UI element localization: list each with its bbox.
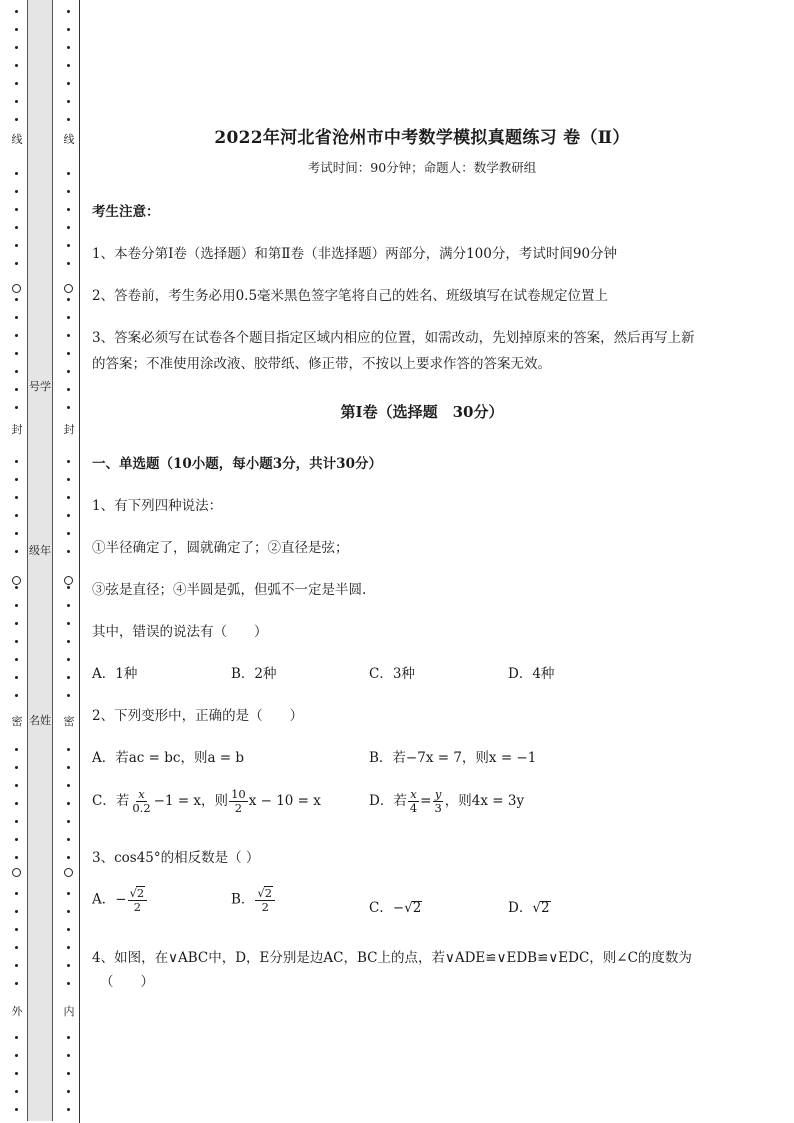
cut-dot: [67, 982, 70, 985]
cut-dot: [67, 1090, 70, 1093]
cut-dot: [67, 928, 70, 931]
option-c-prefix: C．若: [92, 793, 130, 809]
question-1-statement: ①半径确定了，圆就确定了；②直径是弦；: [92, 540, 349, 556]
cut-dot: [67, 1054, 70, 1057]
info-label-grade: 级年: [29, 544, 51, 557]
cut-dot: [67, 244, 70, 247]
cut-dot: [67, 82, 70, 85]
cut-dot: [67, 892, 70, 895]
question-3-option-b: [231, 886, 276, 914]
cut-dot: [15, 352, 18, 355]
notice-heading: 考生注意：: [92, 204, 160, 220]
punch-hole-circle: [64, 284, 73, 293]
cut-dot: [15, 208, 18, 211]
cut-dot: [15, 550, 18, 553]
cut-dot: [15, 640, 18, 643]
cut-dot: [15, 892, 18, 895]
equals-sign: =: [420, 793, 432, 809]
cut-dot: [67, 910, 70, 913]
cut-dot: [15, 802, 18, 805]
cut-dot: [15, 532, 18, 535]
cut-dot: [67, 748, 70, 751]
radicand: 2: [264, 886, 273, 900]
punch-hole-circle: [12, 576, 21, 585]
minus-sign: −: [392, 900, 405, 916]
root-sign: √: [532, 900, 541, 916]
cut-dot: [67, 460, 70, 463]
cut-dot: [15, 604, 18, 607]
cut-dot: [67, 802, 70, 805]
cut-dot: [67, 946, 70, 949]
option-label: B．: [231, 891, 255, 908]
question-2-option-c: [92, 788, 321, 815]
question-1-option-a: A．1种: [92, 666, 138, 682]
cut-dot: [67, 316, 70, 319]
cut-dot: [67, 1036, 70, 1039]
cut-dot: [15, 46, 18, 49]
cut-dot: [15, 244, 18, 247]
cut-dot: [67, 352, 70, 355]
option-d-prefix: D．若: [369, 793, 407, 809]
cut-dot: [15, 1036, 18, 1039]
cut-dot: [15, 298, 18, 301]
cut-dot: [67, 856, 70, 859]
cut-dot: [67, 208, 70, 211]
cut-dot: [15, 262, 18, 265]
cut-dot: [15, 694, 18, 697]
fraction-numerator: [128, 886, 148, 901]
cut-dot: [67, 64, 70, 67]
question-4-stem: 4、如图，在∨ABC中，D，E分别是边AC，BC上的点，若∨ADE≌∨EDB≌∨EDC，则∠C的度数为: [92, 950, 692, 966]
inner-cut-char: 内: [63, 1005, 75, 1018]
punch-hole-circle: [12, 868, 21, 877]
exam-subtitle: 考试时间：90分钟；命题人：数学教研组: [307, 160, 537, 175]
cut-dot: [15, 856, 18, 859]
cut-dot: [15, 496, 18, 499]
root-sign: √: [404, 900, 413, 916]
cut-dot: [67, 640, 70, 643]
fraction-numerator: x: [410, 787, 417, 801]
radicand: 2: [412, 900, 422, 916]
cut-dot: [67, 190, 70, 193]
cut-dot: [67, 226, 70, 229]
cut-dot: [67, 694, 70, 697]
cut-dot: [67, 298, 70, 301]
cut-dot: [67, 766, 70, 769]
minus-sign: −: [115, 891, 127, 908]
cut-dot: [67, 550, 70, 553]
option-c-middle: −1 = x，则: [153, 793, 229, 809]
section-title: 第Ⅰ卷（选择题 30分）: [340, 403, 504, 421]
question-3-option-a: [92, 886, 148, 914]
inner-cut-char: 密: [63, 715, 75, 728]
cut-dot: [15, 64, 18, 67]
cut-dot: [15, 910, 18, 913]
cut-dot: [67, 838, 70, 841]
fraction-numerator: x: [138, 787, 145, 801]
cut-dot: [15, 586, 18, 589]
cut-dot: [67, 388, 70, 391]
cut-dot: [67, 496, 70, 499]
question-1-prompt: 其中，错误的说法有（ ）: [92, 624, 268, 640]
cut-dot: [67, 46, 70, 49]
root-sign: √: [257, 886, 265, 900]
info-label-name: 名姓: [29, 714, 51, 727]
cut-dot: [15, 190, 18, 193]
cut-dot: [15, 658, 18, 661]
cut-dot: [67, 10, 70, 13]
cut-dot: [15, 316, 18, 319]
fraction: [432, 788, 443, 815]
fraction-denominator: 3: [434, 801, 442, 815]
question-4-answer-blank: （ ）: [100, 974, 154, 990]
cut-dot: [15, 820, 18, 823]
option-label: A．: [92, 891, 116, 908]
cut-dot: [67, 604, 70, 607]
cut-dot: [67, 676, 70, 679]
option-c-tail: x − 10 = x: [248, 793, 321, 809]
fraction-numerator: [255, 886, 275, 901]
cut-dot: [15, 622, 18, 625]
margin-rule: [79, 0, 80, 1123]
cut-dot: [15, 748, 18, 751]
fraction-denominator: 0.2: [132, 801, 151, 815]
fraction: [229, 788, 248, 815]
binding-margin: [0, 0, 82, 1123]
outer-dotted-cut-line: [12, 6, 22, 1121]
option-d-tail: ，则4x = 3y: [444, 793, 525, 809]
cut-dot: [15, 28, 18, 31]
cut-dot: [67, 172, 70, 175]
cut-dot: [15, 406, 18, 409]
radicand: 2: [540, 900, 550, 916]
cut-dot: [15, 1090, 18, 1093]
outer-cut-char: 外: [11, 1005, 23, 1018]
fraction: [408, 788, 419, 815]
cut-dot: [15, 1108, 18, 1111]
notice-item: 2、答卷前，考生务必用0.5毫米黑色签字笔将自己的姓名、班级填写在试卷规定位置上: [92, 288, 609, 304]
cut-dot: [15, 1054, 18, 1057]
cut-dot: [15, 370, 18, 373]
cut-dot: [67, 334, 70, 337]
cut-dot: [15, 946, 18, 949]
fraction-denominator: 2: [261, 900, 269, 914]
cut-dot: [67, 586, 70, 589]
punch-hole-circle: [12, 284, 21, 293]
cut-dot: [15, 478, 18, 481]
question-3-option-d: [508, 896, 551, 916]
fraction: [128, 886, 148, 914]
cut-dot: [67, 28, 70, 31]
cut-dot: [15, 460, 18, 463]
cut-dot: [15, 838, 18, 841]
cut-dot: [15, 226, 18, 229]
cut-dot: [67, 658, 70, 661]
punch-hole-circle: [64, 576, 73, 585]
notice-item: 1、本卷分第I卷（选择题）和第Ⅱ卷（非选择题）两部分，满分100分，考试时间90分钟: [92, 246, 618, 262]
outer-cut-char: 密: [11, 715, 23, 728]
cut-dot: [15, 388, 18, 391]
inner-dotted-cut-line: [64, 6, 74, 1121]
root-sign: √: [129, 886, 137, 900]
cut-dot: [67, 514, 70, 517]
question-1-option-b: B．2种: [231, 666, 277, 682]
cut-dot: [67, 118, 70, 121]
question-3-option-c: [369, 896, 422, 916]
cut-dot: [67, 478, 70, 481]
cut-dot: [15, 784, 18, 787]
inner-cut-char: 线: [63, 133, 75, 146]
cut-dot: [15, 928, 18, 931]
cut-dot: [67, 622, 70, 625]
notice-item: 的答案；不准使用涂改液、胶带纸、修正带，不按以上要求作答的答案无效。: [92, 356, 551, 372]
outer-cut-char: 封: [11, 423, 23, 436]
cut-dot: [15, 172, 18, 175]
question-2-option-d: [369, 788, 524, 815]
fraction-denominator: 4: [409, 801, 418, 815]
cut-dot: [15, 964, 18, 967]
punch-hole-circle: [64, 868, 73, 877]
option-label: D．: [508, 900, 533, 916]
question-2-option-b: B．若−7x = 7，则x = −1: [369, 750, 537, 766]
cut-dot: [15, 676, 18, 679]
cut-dot: [67, 784, 70, 787]
option-label: C．: [369, 900, 393, 916]
question-3-stem: 3、cos45°的相反数是（ ）: [92, 850, 260, 866]
question-1-option-d: D．4种: [508, 666, 555, 682]
fraction: [255, 886, 275, 914]
fraction-numerator: y: [434, 787, 442, 801]
fraction-denominator: 2: [234, 801, 243, 815]
question-1-stem: 1、有下列四种说法：: [92, 498, 223, 514]
outer-cut-char: 线: [11, 133, 23, 146]
exam-title: 2022年河北省沧州市中考数学模拟真题练习 卷（Ⅱ）: [214, 128, 630, 148]
cut-dot: [67, 964, 70, 967]
question-1-statement: ③弦是直径；④半圆是弧，但弧不一定是半圆.: [92, 582, 367, 598]
part-heading: 一、单选题（10小题，每小题3分，共计30分）: [92, 456, 382, 472]
cut-dot: [15, 334, 18, 337]
fraction-numerator: 10: [231, 787, 246, 801]
question-2-option-a: A．若ac = bc，则a = b: [92, 750, 245, 766]
cut-dot: [67, 262, 70, 265]
info-label-number: 号学: [29, 380, 51, 393]
question-2-stem: 2、下列变形中，正确的是（ ）: [92, 708, 304, 724]
cut-dot: [15, 982, 18, 985]
cut-dot: [67, 1108, 70, 1111]
fraction: [130, 788, 152, 815]
cut-dot: [67, 1072, 70, 1075]
cut-dot: [15, 100, 18, 103]
cut-dot: [15, 82, 18, 85]
cut-dot: [15, 514, 18, 517]
cut-dot: [15, 1072, 18, 1075]
cut-dot: [15, 10, 18, 13]
radicand: 2: [136, 886, 145, 900]
cut-dot: [67, 406, 70, 409]
question-1-option-c: C．3种: [369, 666, 415, 682]
notice-item: 3、答案必须写在试卷各个题目指定区域内相应的位置，如需改动，先划掉原来的答案，然后再写上新: [92, 330, 695, 346]
cut-dot: [67, 532, 70, 535]
cut-dot: [15, 766, 18, 769]
cut-dot: [67, 100, 70, 103]
cut-dot: [15, 118, 18, 121]
cut-dot: [67, 820, 70, 823]
inner-cut-char: 封: [63, 423, 75, 436]
fraction-denominator: 2: [133, 900, 142, 914]
cut-dot: [67, 370, 70, 373]
student-info-band: [27, 0, 53, 1121]
